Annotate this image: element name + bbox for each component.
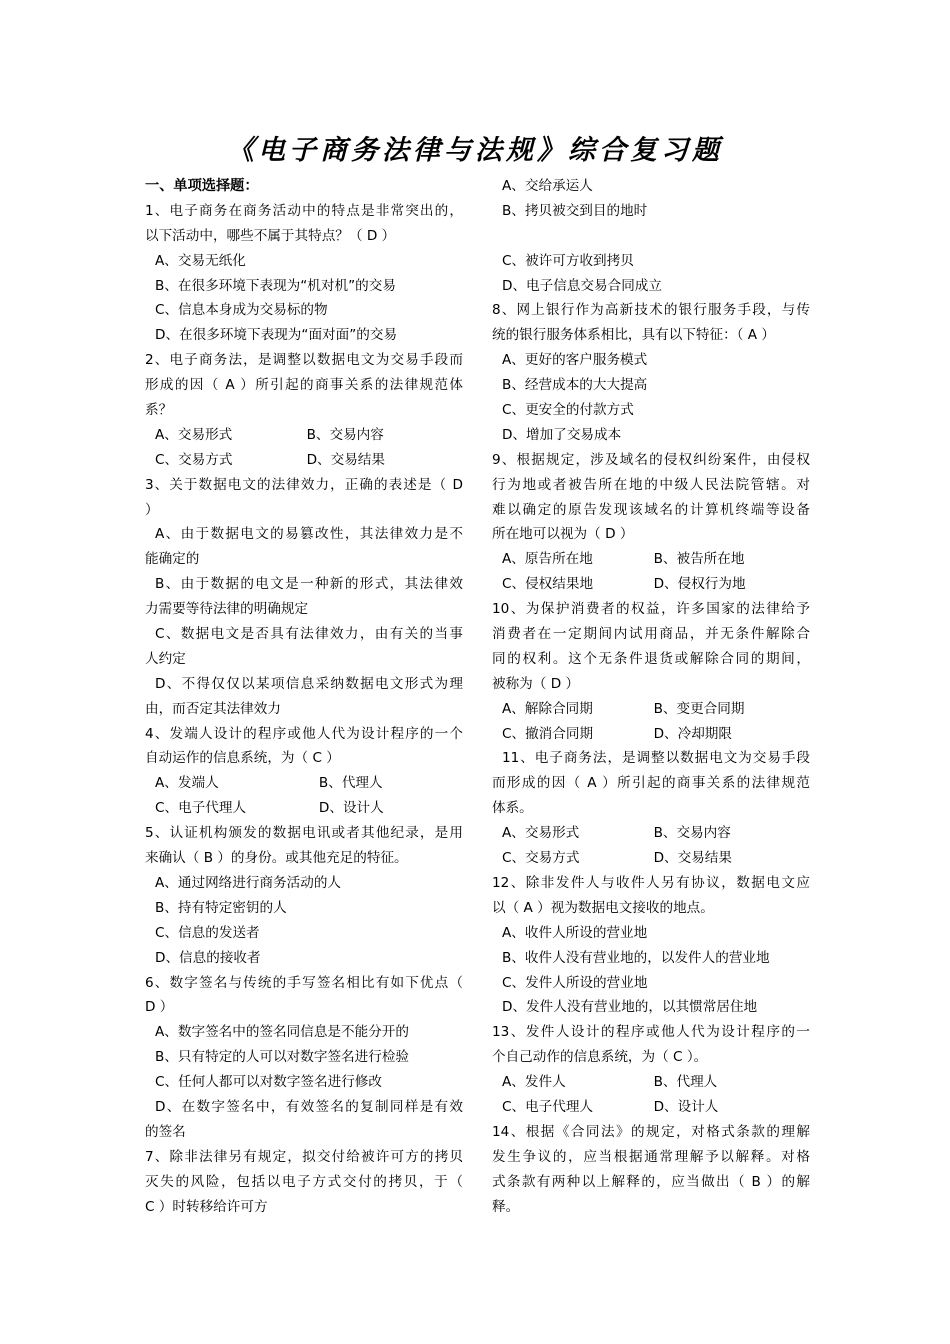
question-line: 6、数字签名与传统的手写签名相比有如下优点（ xyxy=(145,974,463,991)
option-pair xyxy=(492,1095,810,1120)
question-line: 7、除非法律另有规定，拟交付给被许可方的拷贝 xyxy=(145,1148,463,1165)
option-text: D、冷却期限 xyxy=(653,725,732,742)
question-line: 形成的因（ A ）所引起的商事关系的法律规范体 xyxy=(145,377,463,394)
option-line: D、在数字签名中，有效签名的复制同样是有效 xyxy=(155,1098,463,1115)
option-pair xyxy=(492,1070,810,1095)
question-line: 同的权利。这个无条件退货或解除合同的期间， xyxy=(492,650,810,667)
question-line: 灭失的风险，包括以电子方式交付的拷贝，于（ xyxy=(145,1173,463,1190)
option-pair xyxy=(492,821,810,846)
document-title: 《电子商务法律与法规》综合复习题 xyxy=(227,135,723,166)
text-line: 被称为（ D ） xyxy=(492,675,580,692)
option-line: B、拷贝被交到目的地时 xyxy=(502,202,648,219)
option-line: C、信息的发送者 xyxy=(155,924,260,941)
question-line: 12、除非发件人与收件人另有协议，数据电文应 xyxy=(492,874,810,891)
text-line: 力需要等待法律的明确规定 xyxy=(145,601,309,618)
option-text: A、交易形式 xyxy=(502,825,580,842)
option-line: B、在很多环境下表现为“机对机”的交易 xyxy=(155,277,396,294)
blank-line xyxy=(492,224,810,249)
option-pair xyxy=(492,572,810,597)
option-line: B、收件人没有营业地的，以发件人的营业地 xyxy=(502,949,770,966)
option-pair xyxy=(145,771,463,796)
option-text: A、原告所在地 xyxy=(502,551,593,568)
option-text: C、电子代理人 xyxy=(155,800,247,817)
question-line: 9、根据规定，涉及域名的侵权纠纷案件，由侵权 xyxy=(492,451,810,468)
text-line: 以（ A ）视为数据电文接收的地点。 xyxy=(492,899,714,916)
option-text: D、设计人 xyxy=(318,800,384,817)
text-line: 来确认（ B ）的身份。或其他充足的特征。 xyxy=(145,850,408,867)
question-line: 8、网上银行作为高新技术的银行服务手段，与传 xyxy=(492,302,810,319)
option-text: A、发端人 xyxy=(155,775,219,792)
option-text: A、交易形式 xyxy=(155,426,233,443)
question-line: 5、认证机构颁发的数据电讯或者其他纪录，是用 xyxy=(145,825,463,842)
option-text: A、解除合同期 xyxy=(502,700,593,717)
option-text: C、电子代理人 xyxy=(502,1098,594,1115)
option-text: C、撤消合同期 xyxy=(502,725,594,742)
option-line: D、发件人没有营业地的，以其惯常居住地 xyxy=(502,999,758,1016)
text-line: 系？ xyxy=(145,402,173,419)
option-line: A、更好的客户服务模式 xyxy=(502,352,648,369)
option-text: C、侵权结果地 xyxy=(502,576,594,593)
text-line: ） xyxy=(145,501,159,518)
option-line: B、持有特定密钥的人 xyxy=(155,899,287,916)
option-line: A、由于数据电文的易篡改性，其法律效力是不 xyxy=(155,526,463,543)
option-line: B、只有特定的人可以对数字签名进行检验 xyxy=(155,1049,410,1066)
text-line: 统的银行服务体系相比，具有以下特征：（ A ） xyxy=(492,327,776,344)
text-line: C ）时转移给许可方 xyxy=(145,1198,268,1215)
option-line: A、交易无纸化 xyxy=(155,252,246,269)
option-line: D、电子信息交易合同成立 xyxy=(502,277,662,294)
question-line: 3、关于数据电文的法律效力，正确的表述是（ D xyxy=(145,476,463,493)
question-line: 13、发件人设计的程序或他人代为设计程序的一 xyxy=(492,1024,810,1041)
option-text: C、交易方式 xyxy=(502,850,580,867)
option-line: C、信息本身成为交易标的物 xyxy=(155,302,328,319)
option-pair xyxy=(145,796,463,821)
question-line: 4、发端人设计的程序或他人代为设计程序的一个 xyxy=(145,725,463,742)
option-line: B、由于数据的电文是一种新的形式，其法律效 xyxy=(155,576,463,593)
option-pair xyxy=(145,423,463,448)
option-line: C、数据电文是否具有法律效力，由有关的当事 xyxy=(155,626,463,643)
option-text: D、交易结果 xyxy=(653,850,732,867)
option-line: C、发件人所设的营业地 xyxy=(502,974,648,991)
option-text: B、被告所在地 xyxy=(653,551,745,568)
option-text: C、交易方式 xyxy=(155,451,233,468)
question-line: 10、为保护消费者的权益，许多国家的法律给予 xyxy=(492,601,810,618)
question-line: 行为地或者被告所在地的中级人民法院管辖。对 xyxy=(492,476,810,493)
text-line: 个自己动作的信息系统，为（ C ）。 xyxy=(492,1049,708,1066)
text-line: 所在地可以视为（ D ） xyxy=(492,526,634,543)
option-text: D、设计人 xyxy=(653,1098,719,1115)
left-column xyxy=(145,174,463,1219)
option-pair xyxy=(145,448,463,473)
option-pair xyxy=(492,547,810,572)
text-line: 自动运作的信息系统，为（ C ） xyxy=(145,750,340,767)
option-text: D、交易结果 xyxy=(306,451,385,468)
text-line: 人约定 xyxy=(145,650,186,667)
option-line: D、在很多环境下表现为“面对面”的交易 xyxy=(155,327,398,344)
text-line: 以下活动中，哪些不属于其特点？（ D ） xyxy=(145,227,396,244)
option-text: B、交易内容 xyxy=(306,426,384,443)
option-line: C、被许可方收到拷贝 xyxy=(502,252,634,269)
question-line: 消费者在一定期间内试用商品，并无条件解除合 xyxy=(492,626,810,643)
question-line: 式条款有两种以上解释的，应当做出（ B ）的解 xyxy=(492,1173,810,1190)
option-text: D、侵权行为地 xyxy=(653,576,746,593)
option-pair xyxy=(492,846,810,871)
option-line: A、收件人所设的营业地 xyxy=(502,924,648,941)
question-line: 14、根据《合同法》的规定，对格式条款的理解 xyxy=(492,1123,810,1140)
right-column xyxy=(492,174,810,1219)
option-line: C、更安全的付款方式 xyxy=(502,402,634,419)
option-text: B、交易内容 xyxy=(653,825,731,842)
option-line: D、信息的接收者 xyxy=(155,949,261,966)
option-text: A、发件人 xyxy=(502,1074,566,1091)
text-line: 能确定的 xyxy=(145,551,200,568)
option-line: 11、电子商务法，是调整以数据电文为交易手段 xyxy=(502,750,810,767)
option-line: A、数字签名中的签名同信息是不能分开的 xyxy=(155,1024,409,1041)
text-line: 的签名 xyxy=(145,1123,186,1140)
section-heading: 一、单项选择题： xyxy=(145,178,259,194)
option-line: D、不得仅仅以某项信息采纳数据电文形式为理 xyxy=(155,675,463,692)
question-line: 而形成的因（ A ）所引起的商事关系的法律规范 xyxy=(492,775,810,792)
option-line: D、增加了交易成本 xyxy=(502,426,622,443)
question-line: 发生争议的，应当根据通常理解予以解释。对格 xyxy=(492,1148,810,1165)
option-line: A、交给承运人 xyxy=(502,178,593,194)
question-line: 1、电子商务在商务活动中的特点是非常突出的， xyxy=(145,202,463,219)
option-pair xyxy=(492,722,810,747)
option-line: A、通过网络进行商务活动的人 xyxy=(155,874,342,891)
text-line: 释。 xyxy=(492,1198,520,1215)
question-line: 难以确定的原告发现该域名的计算机终端等设备 xyxy=(492,501,810,518)
option-line: C、任何人都可以对数字签名进行修改 xyxy=(155,1074,382,1091)
option-text: B、变更合同期 xyxy=(653,700,745,717)
option-line: B、经营成本的大大提高 xyxy=(502,377,648,394)
text-line: 由，而否定其法律效力 xyxy=(145,700,281,717)
text-line: D ） xyxy=(145,999,174,1016)
question-line: 2、电子商务法，是调整以数据电文为交易手段而 xyxy=(145,352,463,369)
option-pair xyxy=(492,697,810,722)
option-text: B、代理人 xyxy=(653,1074,718,1091)
option-text: B、代理人 xyxy=(318,775,383,792)
text-line: 体系。 xyxy=(492,800,533,817)
